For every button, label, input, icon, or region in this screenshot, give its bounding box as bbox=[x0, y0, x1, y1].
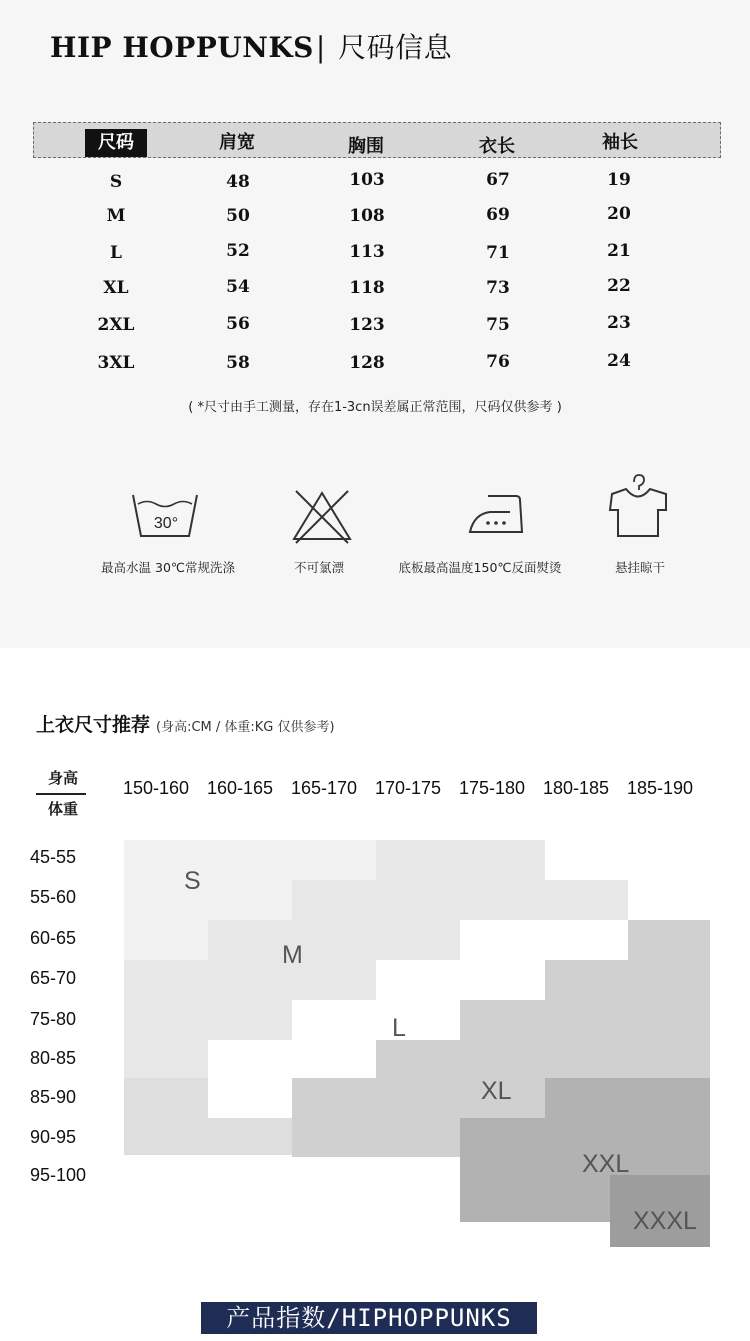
table-cell: 67 bbox=[486, 170, 510, 190]
weight-range-label: 75-80 bbox=[30, 1009, 77, 1029]
corner-weight-label: 体重 bbox=[47, 800, 78, 818]
zone-label-xxl: XXL bbox=[582, 1150, 630, 1178]
table-cell: 123 bbox=[349, 315, 385, 335]
weight-range-label: 90-95 bbox=[30, 1127, 77, 1147]
zone-label-l: L bbox=[392, 1014, 406, 1042]
table-cell: L bbox=[110, 243, 122, 263]
table-cell: 24 bbox=[607, 351, 631, 371]
height-range-label: 170-175 bbox=[374, 778, 442, 798]
column-header-chest: 胸围 bbox=[348, 136, 384, 157]
title-separator: | bbox=[315, 31, 326, 64]
zone-label-s: S bbox=[184, 867, 201, 895]
care-label-iron: 底板最高温度150℃反面熨烫 bbox=[398, 560, 562, 575]
recommendation-subtitle: (身高:CM / 体重:KG 仅供参考) bbox=[156, 720, 335, 735]
recommendation-heading: 上衣尺寸推荐 bbox=[36, 714, 151, 736]
table-cell: 52 bbox=[226, 241, 250, 261]
table-cell: 69 bbox=[486, 205, 510, 225]
weight-range-label: 85-90 bbox=[30, 1087, 77, 1107]
table-cell: 76 bbox=[486, 352, 510, 372]
table-cell: 19 bbox=[607, 170, 631, 190]
column-header-sleeve: 袖长 bbox=[602, 132, 638, 153]
table-cell: 56 bbox=[226, 314, 250, 334]
table-cell: 128 bbox=[349, 353, 385, 373]
corner-height-label: 身高 bbox=[47, 769, 78, 787]
table-cell: 2XL bbox=[97, 315, 135, 335]
table-cell: 23 bbox=[607, 313, 631, 333]
zone-label-m: M bbox=[282, 941, 303, 969]
table-cell: 71 bbox=[486, 243, 510, 263]
table-cell: 75 bbox=[486, 315, 510, 335]
care-label-no-bleach: 不可氯漂 bbox=[293, 560, 344, 575]
table-cell: S bbox=[109, 172, 123, 192]
weight-range-label: 95-100 bbox=[30, 1165, 87, 1185]
footer-banner: 产品指数/HIPHOPPUNKS bbox=[201, 1302, 537, 1334]
table-cell: XL bbox=[103, 278, 129, 298]
weight-range-label: 80-85 bbox=[30, 1048, 77, 1068]
weight-range-label: 60-65 bbox=[30, 928, 77, 948]
table-cell: M bbox=[106, 206, 126, 226]
height-range-label: 180-185 bbox=[542, 778, 610, 798]
table-cell: 20 bbox=[607, 204, 631, 224]
column-header-length: 衣长 bbox=[479, 136, 515, 157]
table-cell: 103 bbox=[349, 170, 385, 190]
table-cell: 58 bbox=[226, 353, 250, 373]
table-cell: 50 bbox=[226, 206, 250, 226]
zone-label-xl: XL bbox=[481, 1077, 512, 1105]
height-range-label: 175-180 bbox=[458, 778, 526, 798]
height-range-label: 185-190 bbox=[626, 778, 694, 798]
table-cell: 118 bbox=[349, 278, 385, 298]
column-header-size: 尺码 bbox=[85, 129, 147, 157]
care-label-hang-dry: 悬挂晾干 bbox=[614, 560, 665, 575]
table-cell: 48 bbox=[226, 172, 250, 192]
table-cell: 54 bbox=[226, 277, 250, 297]
weight-range-label: 65-70 bbox=[30, 968, 77, 988]
height-range-label: 160-165 bbox=[206, 778, 274, 798]
table-cell: 113 bbox=[349, 242, 385, 262]
height-range-label: 165-170 bbox=[290, 778, 358, 798]
wash-temperature-text: 30° bbox=[153, 515, 179, 532]
height-range-label: 150-160 bbox=[122, 778, 190, 798]
care-label-wash: 最高水温 30℃常规洗涤 bbox=[101, 560, 235, 575]
measurement-note: ( *尺寸由手工测量，存在1-3cn误差属正常范围，尺码仅供参考 ) bbox=[188, 400, 562, 415]
column-header-shoulder: 肩宽 bbox=[219, 132, 255, 153]
table-cell: 21 bbox=[607, 241, 631, 261]
table-cell: 3XL bbox=[97, 353, 135, 373]
weight-range-label: 45-55 bbox=[30, 847, 77, 867]
table-cell: 73 bbox=[486, 278, 510, 298]
table-cell: 108 bbox=[349, 206, 385, 226]
brand-name: HIP HOPPUNKS bbox=[50, 31, 314, 64]
section-title: 尺码信息 bbox=[338, 31, 453, 64]
weight-range-label: 55-60 bbox=[30, 887, 77, 907]
zone-label-xxxl: XXXL bbox=[633, 1207, 697, 1235]
table-cell: 22 bbox=[607, 276, 631, 296]
